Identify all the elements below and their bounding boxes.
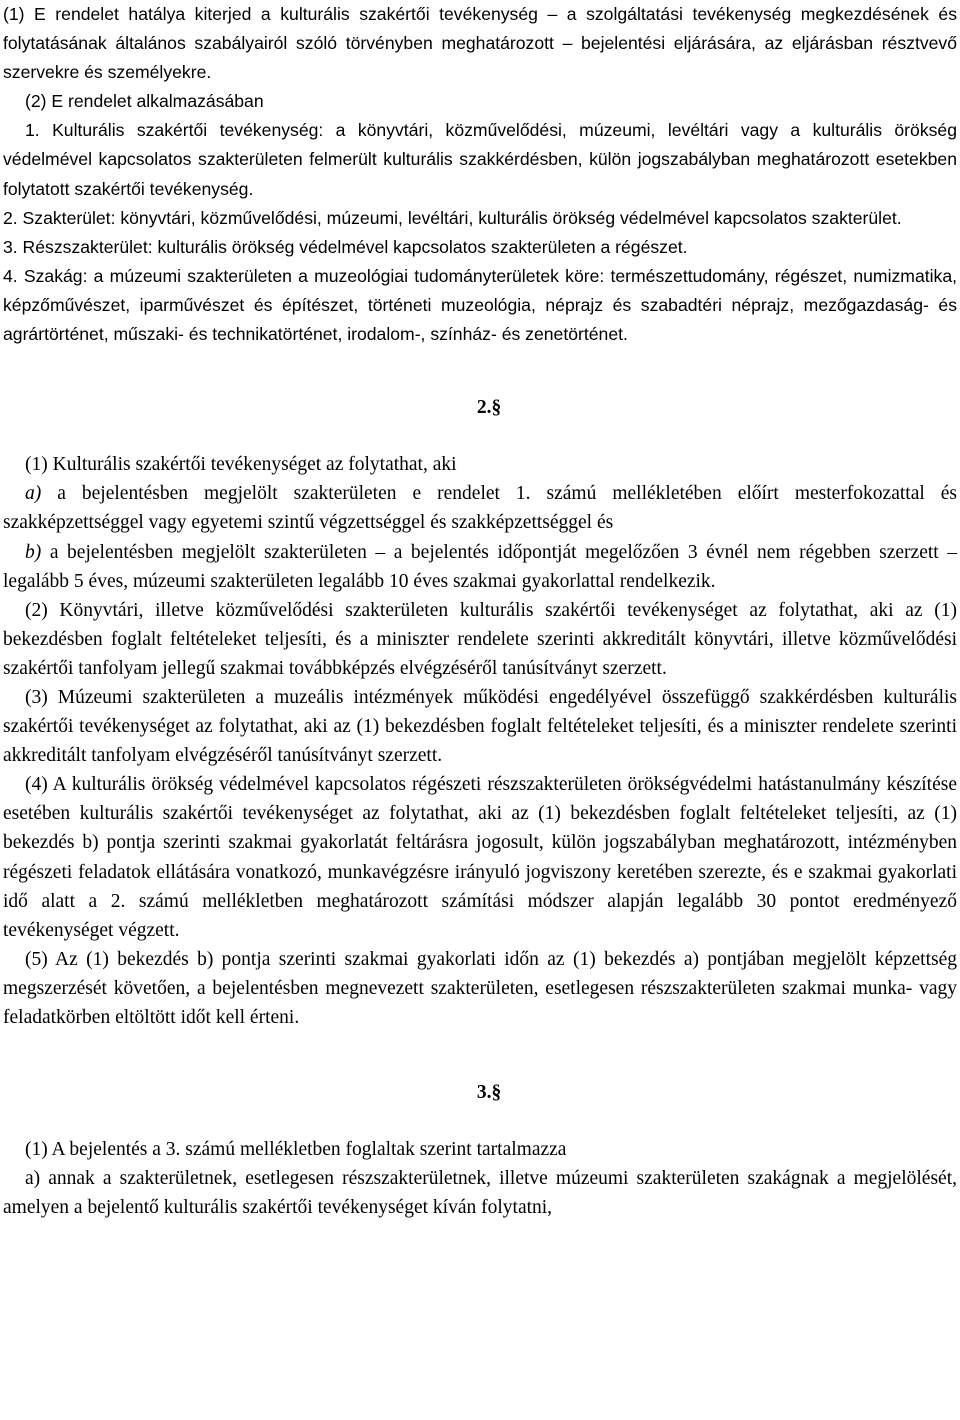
definition-3: 3. Részszakterület: kulturális örökség védelmével kapcsolatos szakterületen a régészet.	[3, 236, 688, 257]
scope-paragraph-1: (1) E rendelet hatálya kiterjed a kulturális szakértői tevékenység – a szolgáltatási tevékenység megkezdésének és folytatásának általános szabályairól szóló törvényben meghatározott – bejelentési eljárására, az eljárásban résztvevő szervekre és személyekre.	[3, 4, 957, 83]
section-2-body	[3, 450, 957, 1032]
section-heading-3: 3.§	[476, 1082, 502, 1104]
definitions-intro: (2) E rendelet alkalmazásában	[25, 91, 264, 112]
point-b-label: b)	[25, 541, 42, 563]
definition-4: 4. Szakág: a múzeumi szakterületen a muzeológiai tudományterületek köre: természettudomány, régészet, numizmatika, képzőművészet, iparművészet és építészet, történeti muzeológia, néprajz és szabadtéri néprajz, mezőgazdaság- és agrártörténet, műszaki- és technikatörténet, irodalom-, színház- és zenetörténet.	[3, 265, 957, 345]
section-2-paragraph-5: (5) Az (1) bekezdés b) pontja szerinti szakmai gyakorlati időn az (1) bekezdés a) pontjában megjelölt képzettség megszerzését követően, a bejelentésben megnevezett szakterületen, esetlegesen részszakterületen szakmai munka- vagy feladatkörben eltöltött időt kell érteni.	[3, 948, 957, 1028]
point-a-text: a bejelentésben megjelölt szakterületen e rendelet 1. számú mellékletében előírt mesterfokozattal és szakképzettséggel vagy egyetemi szintű végzettséggel és szakképzettséggel és	[3, 483, 958, 534]
definition-2: 2. Szakterület: könyvtári, közművelődési, múzeumi, levéltári, kulturális örökség védelmével kapcsolatos szakterület.	[3, 207, 902, 228]
section-2-paragraph-3: (3) Múzeumi szakterületen a muzeális intézmények működési engedélyével összefüggő szakkérdésben kulturális szakértői tevékenységet az folytathat, aki az (1) bekezdésben foglalt feltételeket teljesíti, és a miniszter rendelete szerinti akkreditált tanfolyam elvégzéséről tanúsítványt szerzett.	[3, 686, 957, 767]
point-a-label: a)	[25, 483, 42, 505]
section-number: 2.	[476, 397, 492, 419]
scope-section	[3, 0, 957, 349]
section-number: 3.	[476, 1082, 492, 1104]
section-2-paragraph-1: (1) Kulturális szakértői tevékenységet az folytathat, aki	[25, 454, 457, 476]
section-3-point-a: a) annak a szakterületnek, esetlegesen részszakterületnek, illetve múzeumi szakterületen szakágnak a megjelölését, amelyen a bejelentő kulturális szakértői tevékenységet kíván folytatni,	[3, 1168, 957, 1219]
section-2-point-a	[3, 479, 957, 537]
section-3-paragraph-1: (1) A bejelentés a 3. számú mellékletben foglaltak szerint tartalmazza	[25, 1139, 567, 1161]
section-2-paragraph-2: (2) Könyvtári, illetve közművelődési szakterületen kulturális szakértői tevékenységet az folytathat, aki az (1) bekezdésben foglalt feltételeket teljesíti, és a miniszter rendelete szerinti akkreditált könyvtári, illetve közművelődési szakértői tanfolyam jellegű szakmai továbbképzés elvégzéséről tanúsítványt szerzett.	[3, 599, 957, 679]
section-2-paragraph-4: (4) A kulturális örökség védelmével kapcsolatos régészeti részszakterületen örökségvédelmi hatástanulmány készítése esetében kulturális szakértői tevékenységet az folytathat, aki az (1) bekezdésben foglalt feltételeket teljesíti, az (1) bekezdés b) pontja szerinti szakmai gyakorlatát feltárásra jogosult, külön jogszabályban meghatározott, intézményben régészeti feladatok ellátására vonatkozó, munkavégzésre irányuló jogviszony keretében szerezte, és e szakmai gyakorlati idő alatt a 2. számú mellékletben meghatározott számítási módszer alapján legalább 30 pontot eredményező tevékenységet végzett.	[3, 774, 957, 941]
definition-1: 1. Kulturális szakértői tevékenység: a könyvtári, közművelődési, múzeumi, levéltári vagy a kulturális örökség védelmével kapcsolatos szakterületen felmerült kulturális szakkérdésben, külön jogszabályban meghatározott esetekben folytatott szakértői tevékenység.	[3, 120, 957, 199]
point-b-text: a bejelentésben megjelölt szakterületen – a bejelentés időpontját megelőzően 3 évnél nem régebben szerzett – legalább 5 éves, múzeumi szakterületen legalább 10 éves szakmai gyakorlattal rendelkezik.	[3, 541, 958, 592]
section-2-point-b	[3, 538, 957, 596]
section-heading-2: 2.§	[476, 397, 502, 419]
section-3-body	[3, 1135, 957, 1222]
